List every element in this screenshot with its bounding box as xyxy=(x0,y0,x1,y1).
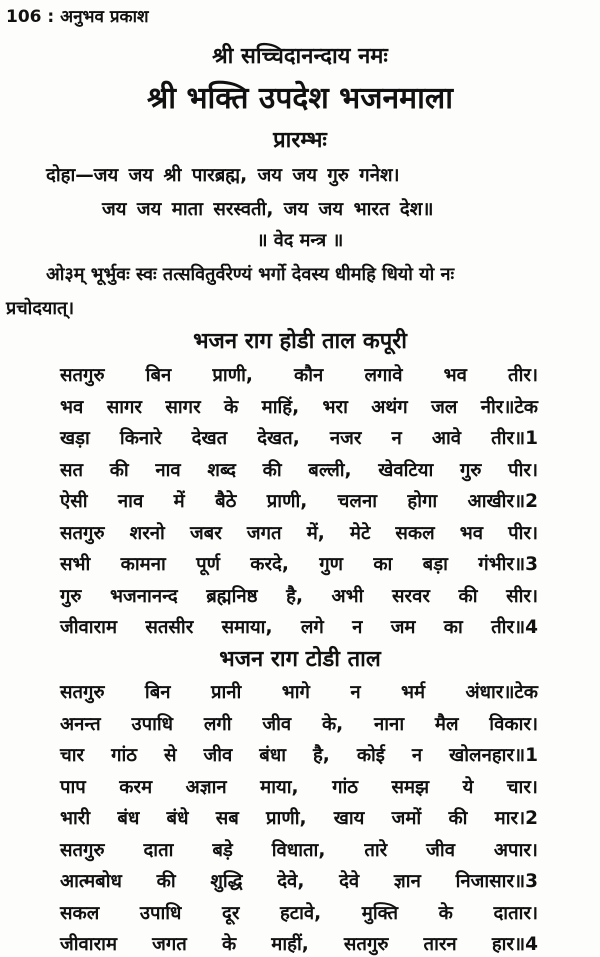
verse-word: प्राणी, xyxy=(266,808,307,829)
verse-word: सीर। xyxy=(506,585,538,607)
verse-word: बड़ा xyxy=(422,554,448,575)
verse-word: प्रानी xyxy=(210,682,242,703)
verse-line xyxy=(60,394,538,419)
verse-word: अज्ञान xyxy=(185,776,227,798)
verse-word: माहीं, xyxy=(271,934,309,955)
verse-word: सतगुरु xyxy=(343,934,389,955)
verse-line xyxy=(60,900,538,925)
verse-word: सत xyxy=(60,459,84,481)
verse-line xyxy=(60,425,538,450)
verse-word: करदे, xyxy=(250,554,289,575)
verse-word: भारी xyxy=(60,808,91,829)
verse-line xyxy=(60,774,538,799)
verse-word: बल्ली, xyxy=(308,459,352,481)
verse-word: सतगुरु xyxy=(60,522,105,544)
verse-word: ऐसी xyxy=(60,491,88,512)
verse-word: चार xyxy=(60,745,85,766)
verse-word: सब xyxy=(215,808,239,829)
verse-word: दूर xyxy=(222,902,240,924)
verse-word: तीर॥4 xyxy=(491,617,538,638)
verse-word: गुरु xyxy=(459,459,482,481)
bhajan-2-title: भजन राग टोडी ताल xyxy=(219,647,381,672)
verse-word: मेटे xyxy=(349,522,371,544)
verse-word: न xyxy=(350,682,361,703)
verse-word: तारे xyxy=(364,839,388,861)
verse-word: भर्म xyxy=(401,682,426,703)
verse-word: की xyxy=(262,459,282,481)
verse-word: बंधा xyxy=(259,745,287,766)
verse-word: माया, xyxy=(260,776,299,798)
verse-word: प्राणी, xyxy=(212,365,253,386)
verse-word: जबर xyxy=(189,522,222,544)
verse-word: सतगुरु xyxy=(60,682,105,703)
verse-word: गांठ xyxy=(111,745,138,766)
verse-word: नाव xyxy=(117,491,144,512)
verse-word: माहिं, xyxy=(261,396,300,418)
verse-word: मुक्ति xyxy=(361,902,399,924)
verse-word: जीव xyxy=(262,713,292,735)
verse-line xyxy=(60,520,538,545)
verse-word: से xyxy=(164,745,177,766)
verse-word: गुण xyxy=(319,554,344,575)
verse-word: जल xyxy=(431,396,458,418)
page-title: श्री भक्ति उपदेश भजनमाला xyxy=(146,81,453,116)
verse-word: सभी xyxy=(60,554,91,575)
verse-word: के, xyxy=(321,713,344,735)
verse-word: दाता xyxy=(143,839,174,861)
verse-word: कोई xyxy=(356,745,385,766)
verse-word: बंध xyxy=(117,808,140,829)
verse-word: अनन्त xyxy=(60,713,101,735)
verse-word: के xyxy=(224,396,239,418)
verse-word: बिन xyxy=(145,365,172,386)
verse-word: जगत xyxy=(152,934,187,955)
verse-line xyxy=(60,679,538,704)
verse-line xyxy=(60,551,538,576)
verse-word: लगे xyxy=(300,617,324,638)
invocation-heading: श्री सच्चिदानन्दाय नमः xyxy=(212,44,388,69)
verse-word: तीर॥1 xyxy=(491,428,538,449)
verse-word: सतगुरु xyxy=(60,839,105,861)
verse-word: में xyxy=(173,491,185,512)
verse-word: की xyxy=(156,871,176,892)
verse-word: ब्रह्मनिष्ठ xyxy=(206,585,258,607)
verse-word: सतसीर xyxy=(145,617,194,638)
verse-word: जम xyxy=(390,617,416,638)
verse-word: बिन xyxy=(144,682,171,703)
verse-word: है, xyxy=(312,745,330,766)
verse-word: विकार। xyxy=(489,713,538,735)
verse-line xyxy=(60,742,538,767)
verse-word: पूर्ण xyxy=(196,554,220,575)
verse-word: जीव xyxy=(203,745,233,766)
verse-word: खोलनहार॥1 xyxy=(449,745,538,766)
bhajan-1-title: भजन राग होडी ताल कपूरी xyxy=(193,329,407,354)
verse-word: आवे xyxy=(431,428,462,449)
verse-word: लगी xyxy=(203,713,232,735)
mantra-line-2: प्रचोदयात्। xyxy=(6,298,75,319)
verse-word: उपाधि xyxy=(131,713,174,735)
verse-word: करम xyxy=(119,776,153,798)
verse-line xyxy=(60,362,538,387)
verse-word: हार॥4 xyxy=(491,934,538,955)
verse-word: नाना xyxy=(374,713,405,735)
verse-word: सागर xyxy=(106,396,142,418)
verse-word: तारन xyxy=(423,934,457,955)
verse-word: भव xyxy=(443,365,467,386)
verse-word: अपार। xyxy=(493,839,538,861)
verse-word: तीर। xyxy=(508,365,538,386)
verse-word: भव xyxy=(459,522,484,544)
verse-word: ज्ञान xyxy=(393,871,421,892)
verse-word: समाया, xyxy=(221,617,273,638)
verse-word: पाप xyxy=(60,776,86,798)
verse-word: कौन xyxy=(294,365,324,386)
verse-line xyxy=(60,614,538,639)
verse-word: भागे xyxy=(281,682,310,703)
verse-word: में, xyxy=(306,522,325,544)
verse-line xyxy=(60,457,538,482)
verse-word: गांठ xyxy=(332,776,359,798)
verse-word: निजासार॥3 xyxy=(455,871,538,892)
verse-word: है, xyxy=(286,585,303,607)
verse-word: आखीर॥2 xyxy=(467,491,538,512)
verse-word: खेवटिया xyxy=(378,459,434,481)
verse-word: न xyxy=(391,428,402,449)
running-head: 106 : अनुभव प्रकाश xyxy=(6,7,149,27)
verse-word: शब्द xyxy=(207,459,236,481)
verse-word: नजर xyxy=(329,428,362,449)
verse-line xyxy=(60,837,538,862)
section-heading-prarambh: प्रारम्भः xyxy=(273,128,327,153)
verse-word: चार। xyxy=(506,776,538,798)
verse-word: का xyxy=(373,554,393,575)
doha-line-1: दोहा—जय जय श्री पारब्रह्म, जय जय गुरु गनेश। xyxy=(46,165,400,186)
verse-word: सतगुरु xyxy=(60,365,105,386)
verse-word: विधाता, xyxy=(271,839,326,861)
verse-word: किनारे xyxy=(119,428,162,449)
verse-word: देवे, xyxy=(277,871,305,892)
verse-word: जीवाराम xyxy=(60,934,118,955)
verse-word: अभी xyxy=(331,585,364,607)
verse-word: आत्मबोध xyxy=(60,871,122,892)
verse-word: नाव xyxy=(155,459,181,481)
verse-word: भरा xyxy=(322,396,348,418)
verse-word: की xyxy=(448,808,468,829)
verse-word: की xyxy=(458,585,478,607)
verse-word: जीवाराम xyxy=(60,617,118,638)
verse-word: उपाधि xyxy=(139,902,182,924)
verse-word: सागर xyxy=(165,396,201,418)
verse-word: पीर। xyxy=(508,522,538,544)
verse-line xyxy=(60,583,538,608)
verse-word: सरवर xyxy=(392,585,430,607)
verse-word: सकल xyxy=(395,522,435,544)
verse-word: के xyxy=(221,934,237,955)
verse-word: मार।2 xyxy=(494,808,538,829)
verse-word: भव xyxy=(60,396,84,418)
verse-word: होगा xyxy=(407,491,438,512)
verse-word: बंधे xyxy=(166,808,189,829)
verse-word: कामना xyxy=(120,554,166,575)
veda-mantra-heading: ॥ वेद मन्त्र ॥ xyxy=(256,230,344,251)
doha-line-2: जय जय माता सरस्वती, जय जय भारत देश॥ xyxy=(102,199,434,220)
verse-word: पीर। xyxy=(508,459,538,481)
verse-word: अंधार॥टेक xyxy=(465,682,538,703)
verse-word: खड़ा xyxy=(60,428,90,449)
verse-word: भजनानन्द xyxy=(110,585,178,607)
verse-word: प्राणी, xyxy=(266,491,308,512)
verse-word: बैठे xyxy=(215,491,237,512)
verse-word: लगावे xyxy=(364,365,403,386)
verse-word: सकल xyxy=(60,902,100,924)
verse-word: अथंग xyxy=(371,396,408,418)
verse-line xyxy=(60,931,538,956)
verse-word: की xyxy=(109,459,129,481)
verse-word: जमों xyxy=(391,808,422,829)
verse-word: मैल xyxy=(434,713,459,735)
verse-word: देवे xyxy=(339,871,360,892)
verse-word: हटावे, xyxy=(279,902,322,924)
verse-word: समझ xyxy=(391,776,430,798)
verse-word: नीर॥टेक xyxy=(480,396,538,418)
verse-word: न xyxy=(411,745,423,766)
verse-word: जीव xyxy=(426,839,455,861)
verse-word: गंभीर॥3 xyxy=(478,554,538,575)
mantra-line-1: ओ३म् भूर्भुवः स्वः तत्सवितुर्वरेण्यं भर्गो देवस्य धीमहि धियो यो नः xyxy=(46,264,455,285)
verse-word: देखत, xyxy=(257,428,300,449)
verse-word: जगत xyxy=(246,522,282,544)
verse-word: के xyxy=(438,902,453,924)
verse-word: चलना xyxy=(337,491,378,512)
verse-word: का xyxy=(443,617,463,638)
verse-word: बड़े xyxy=(212,839,233,861)
verse-line xyxy=(60,868,538,893)
verse-word: न xyxy=(352,617,363,638)
verse-line xyxy=(60,488,538,513)
verse-word: देखत xyxy=(191,428,228,449)
verse-word: शुद्धि xyxy=(210,871,243,892)
verse-word: खाय xyxy=(333,808,365,829)
verse-word: दातार। xyxy=(493,902,538,924)
verse-word: गुरु xyxy=(60,585,82,607)
verse-line xyxy=(60,805,538,830)
verse-word: शरनो xyxy=(129,522,165,544)
verse-line xyxy=(60,711,538,736)
verse-word: ये xyxy=(462,776,474,798)
